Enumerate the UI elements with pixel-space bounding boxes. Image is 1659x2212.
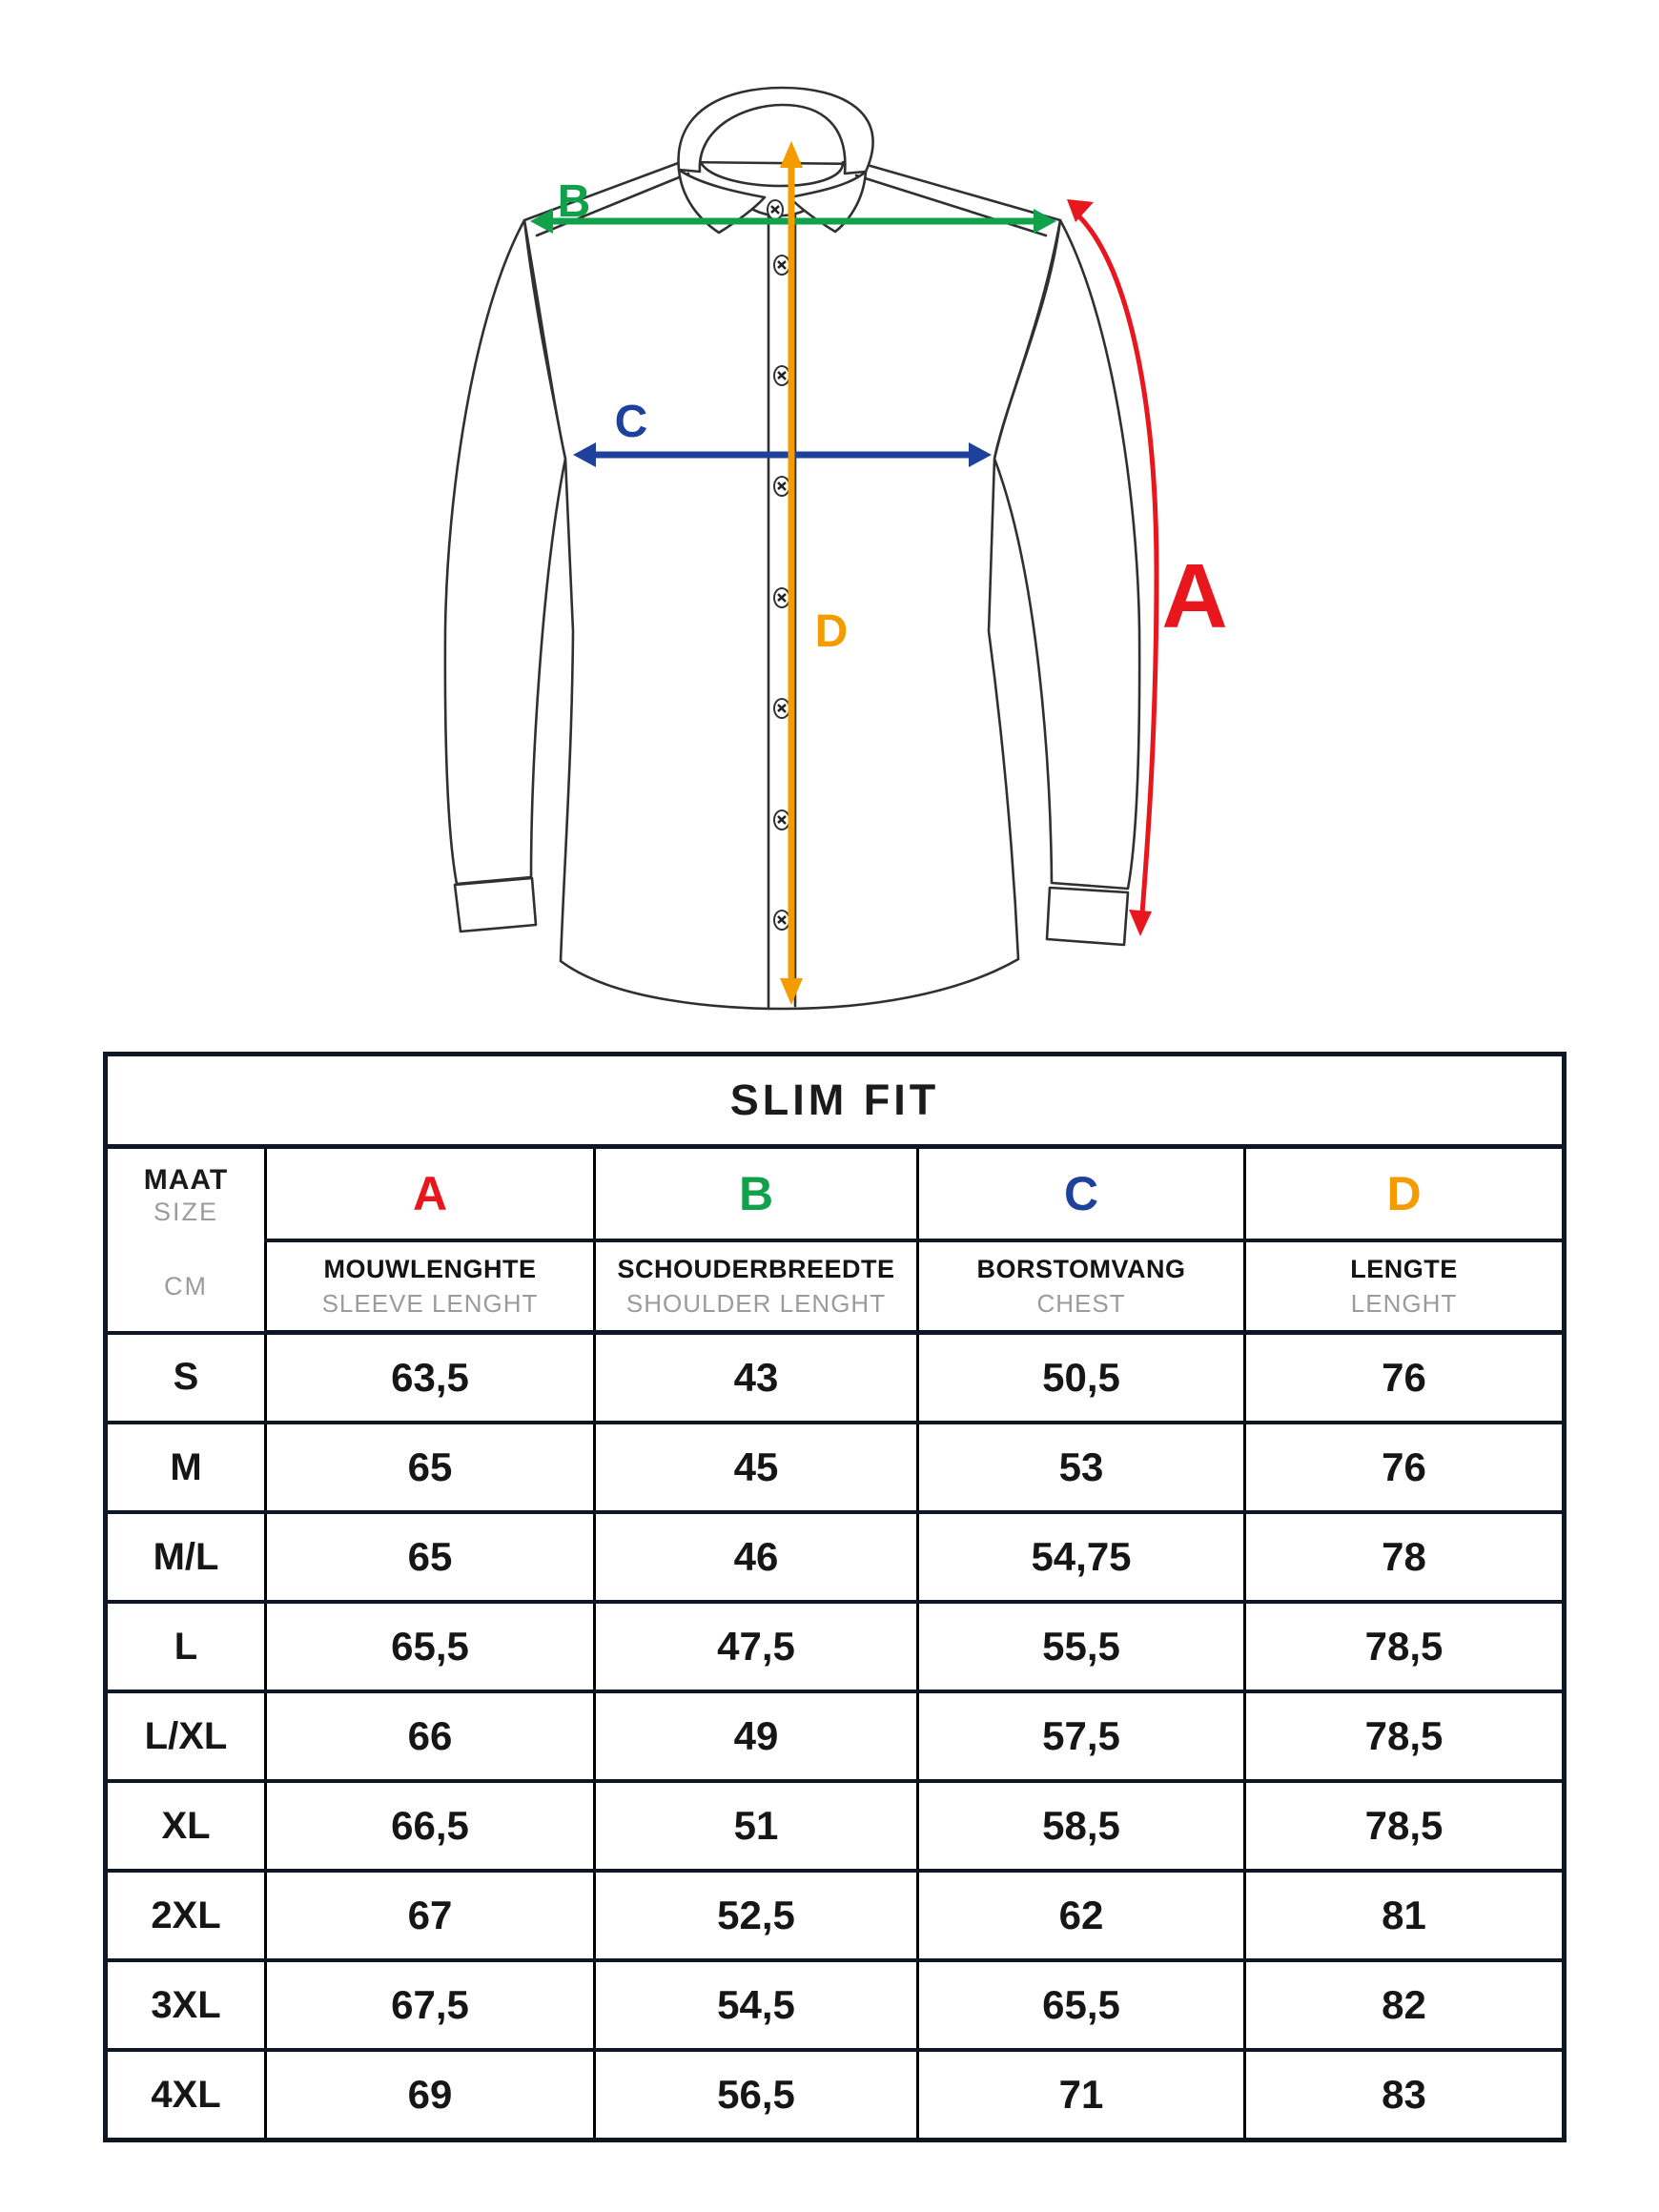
button-icon <box>774 588 789 607</box>
left-cuff <box>455 878 536 932</box>
column-name-en: SHOULDER LENGHT <box>625 1288 887 1318</box>
value-cell-d: 76 <box>1245 1333 1565 1423</box>
size-cell: M <box>106 1423 266 1512</box>
value-cell-a: 65,5 <box>266 1602 595 1691</box>
table-row <box>106 1871 1565 1960</box>
shirt-measurement-diagram <box>0 0 1659 1049</box>
table-name-row <box>106 1240 1565 1333</box>
value-cell-a: 66,5 <box>266 1781 595 1871</box>
column-name-c <box>918 1240 1245 1333</box>
button-icon <box>774 699 789 718</box>
cm-label: CM <box>164 1271 208 1301</box>
value-cell-a: 67,5 <box>266 1960 595 2050</box>
label-c: C <box>614 397 648 447</box>
column-letter-a: A <box>266 1147 595 1241</box>
value-cell-a: 69 <box>266 2050 595 2140</box>
table-row <box>106 1512 1565 1602</box>
column-name-b <box>595 1240 918 1333</box>
value-cell-c: 62 <box>918 1871 1245 1960</box>
size-cell: S <box>106 1333 266 1423</box>
value-cell-b: 54,5 <box>595 1960 918 2050</box>
value-cell-b: 46 <box>595 1512 918 1602</box>
column-letter-d: D <box>1245 1147 1565 1241</box>
arrowhead-icon <box>780 141 803 168</box>
table-letter-row <box>106 1147 1565 1241</box>
value-cell-c: 65,5 <box>918 1960 1245 2050</box>
value-cell-b: 56,5 <box>595 2050 918 2140</box>
value-cell-d: 78,5 <box>1245 1691 1565 1781</box>
size-label: SIZE <box>153 1197 218 1226</box>
column-letter-b: B <box>595 1147 918 1241</box>
table-title-row <box>106 1055 1565 1147</box>
row-header-cell <box>106 1147 266 1333</box>
value-cell-d: 78,5 <box>1245 1602 1565 1691</box>
button-icon <box>774 366 789 385</box>
value-cell-b: 51 <box>595 1781 918 1871</box>
value-cell-d: 78,5 <box>1245 1781 1565 1871</box>
table-row <box>106 2050 1565 2140</box>
column-name-en: LENGHT <box>1350 1288 1458 1318</box>
column-name-d <box>1245 1240 1565 1333</box>
value-cell-a: 65 <box>266 1512 595 1602</box>
value-cell-d: 81 <box>1245 1871 1565 1960</box>
value-cell-d: 76 <box>1245 1423 1565 1512</box>
size-cell: M/L <box>106 1512 266 1602</box>
right-cuff <box>1047 888 1128 945</box>
value-cell-b: 45 <box>595 1423 918 1512</box>
size-cell: 3XL <box>106 1960 266 2050</box>
value-cell-c: 50,5 <box>918 1333 1245 1423</box>
value-cell-c: 53 <box>918 1423 1245 1512</box>
table-row <box>106 1333 1565 1423</box>
value-cell-c: 54,75 <box>918 1512 1245 1602</box>
value-cell-b: 49 <box>595 1691 918 1781</box>
button-icon <box>774 256 789 275</box>
column-name-en: SLEEVE LENGHT <box>321 1288 539 1318</box>
size-cell: L <box>106 1602 266 1691</box>
arrowhead-icon <box>1129 910 1152 936</box>
value-cell-b: 52,5 <box>595 1871 918 1960</box>
value-cell-c: 58,5 <box>918 1781 1245 1871</box>
table-row <box>106 1691 1565 1781</box>
value-cell-a: 66 <box>266 1691 595 1781</box>
table-row <box>106 1602 1565 1691</box>
button-icon <box>774 810 789 830</box>
size-cell: XL <box>106 1781 266 1871</box>
column-name-nl: MOUWLENGHTE <box>323 1254 537 1283</box>
size-cell: L/XL <box>106 1691 266 1781</box>
column-name-en: CHEST <box>1036 1288 1126 1318</box>
row-header-top <box>108 1149 264 1242</box>
value-cell-c: 71 <box>918 2050 1245 2140</box>
table-row <box>106 1960 1565 2050</box>
size-cell: 2XL <box>106 1871 266 1960</box>
button-icon <box>774 477 789 496</box>
table-title: SLIM FIT <box>729 1075 940 1124</box>
table-row <box>106 1423 1565 1512</box>
column-name-a <box>266 1240 595 1333</box>
size-chart-table <box>103 1052 1567 2142</box>
maat-label: MAAT <box>143 1164 229 1197</box>
collar-band <box>679 88 873 174</box>
row-header-bottom <box>108 1242 264 1330</box>
row-header <box>108 1149 264 1330</box>
value-cell-c: 55,5 <box>918 1602 1245 1691</box>
button-icon <box>774 911 789 930</box>
size-cell: 4XL <box>106 2050 266 2140</box>
value-cell-b: 43 <box>595 1333 918 1423</box>
column-letter-c: C <box>918 1147 1245 1241</box>
column-name-nl: LENGTE <box>1350 1254 1458 1283</box>
value-cell-b: 47,5 <box>595 1602 918 1691</box>
value-cell-d: 78 <box>1245 1512 1565 1602</box>
value-cell-a: 67 <box>266 1871 595 1960</box>
label-a: A <box>1161 545 1228 647</box>
table-title-cell <box>106 1055 1565 1147</box>
column-name-nl: SCHOUDERBREEDTE <box>617 1254 895 1283</box>
value-cell-d: 82 <box>1245 1960 1565 2050</box>
button-icon <box>768 200 783 219</box>
value-cell-a: 65 <box>266 1423 595 1512</box>
label-b: B <box>557 176 591 227</box>
label-d: D <box>814 606 849 657</box>
value-cell-c: 57,5 <box>918 1691 1245 1781</box>
value-cell-a: 63,5 <box>266 1333 595 1423</box>
value-cell-d: 83 <box>1245 2050 1565 2140</box>
column-name-nl: BORSTOMVANG <box>976 1254 1186 1283</box>
table-row <box>106 1781 1565 1871</box>
